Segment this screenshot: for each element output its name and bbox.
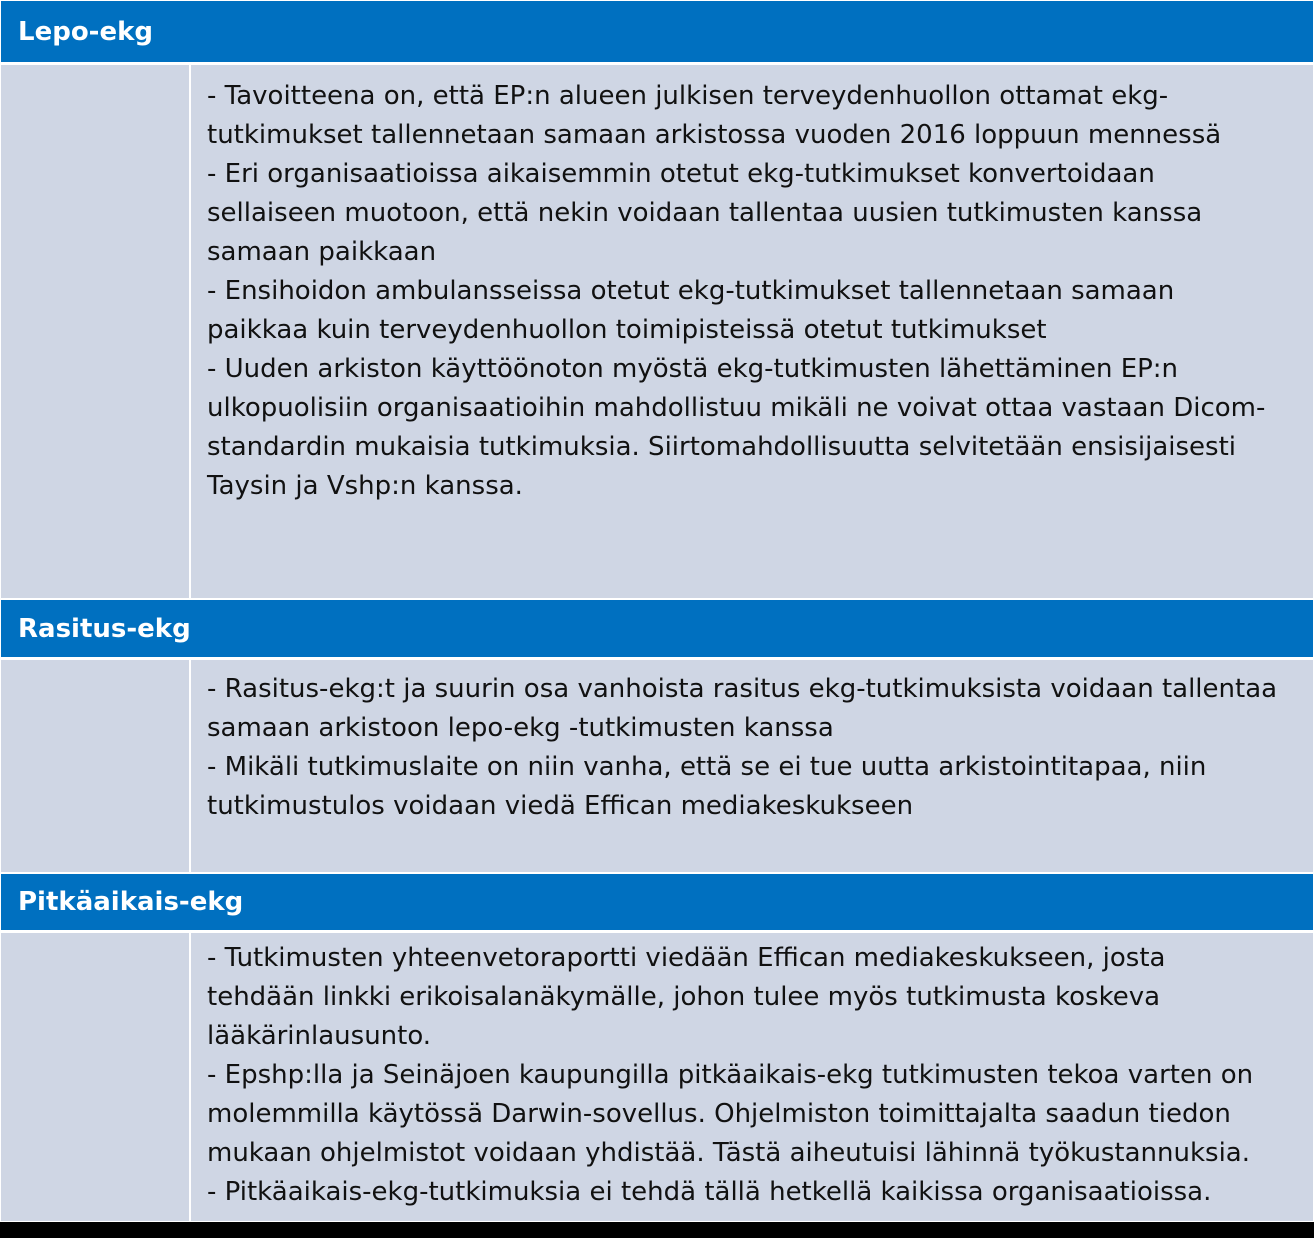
section-title: Rasitus-ekg xyxy=(18,613,191,644)
text-line: - Rasitus-ekg:t ja suurin osa vanhoista rasitus ekg-tutkimuksista voidaan tallentaa xyxy=(207,674,1278,704)
text-line: mukaan ohjelmistot voidaan yhdistää. Tästä aiheutuisi lähinnä työkustannuksia. xyxy=(207,1138,1250,1168)
text-line: standardin mukaisia tutkimuksia. Siirtomahdollisuutta selvitetään ensisijaisesti xyxy=(207,432,1236,462)
text-line: tutkimukset tallennetaan samaan arkistossa vuoden 2016 loppuun mennessä xyxy=(207,120,1222,150)
text-line: - Uuden arkiston käyttöönoton myöstä ekg-tutkimusten lähettäminen EP:n xyxy=(207,354,1179,384)
text-line: paikkaa kuin terveydenhuollon toimipisteissä otetut tutkimukset xyxy=(207,315,1047,345)
section-label-cell xyxy=(1,660,189,872)
section-label-cell xyxy=(1,933,189,1221)
section-header-lepo-ekg xyxy=(1,1,1313,62)
text-line: tutkimustulos voidaan viedä Effican mediakeskukseen xyxy=(207,791,914,821)
text-line: - Pitkäaikais-ekg-tutkimuksia ei tehdä tällä hetkellä kaikissa organisaatioissa. xyxy=(207,1177,1212,1207)
text-line: samaan paikkaan xyxy=(207,237,437,267)
section-content-pitkaaikais-ekg xyxy=(191,933,1313,1221)
section-title: Pitkäaikais-ekg xyxy=(18,887,244,917)
text-line: lääkärinlausunto. xyxy=(207,1021,432,1051)
text-line: sellaiseen muotoon, että nekin voidaan tallentaa uusien tutkimusten kanssa xyxy=(207,198,1203,228)
section-title: Lepo-ekg xyxy=(18,16,154,47)
text-line: molemmilla käytössä Darwin-sovellus. Ohjelmiston toimittajalta saadun tiedon xyxy=(207,1099,1231,1129)
section-header-rasitus-ekg xyxy=(1,600,1313,657)
text-line: - Ensihoidon ambulansseissa otetut ekg-tutkimukset tallennetaan samaan xyxy=(207,276,1175,306)
bottom-border xyxy=(0,1222,1314,1238)
section-label-cell xyxy=(1,65,189,598)
section-content-lepo-ekg xyxy=(191,65,1313,598)
text-line: - Eri organisaatioissa aikaisemmin otetut ekg-tutkimukset konvertoidaan xyxy=(207,159,1155,189)
text-line: tehdään linkki erikoisalanäkymälle, johon tulee myös tutkimusta koskeva xyxy=(207,982,1161,1012)
text-line: - Epshp:lla ja Seinäjoen kaupungilla pitkäaikais-ekg tutkimusten tekoa varten on xyxy=(207,1060,1254,1090)
text-line: - Tavoitteena on, että EP:n alueen julkisen terveydenhuollon ottamat ekg- xyxy=(207,81,1169,111)
section-header-pitkaaikais-ekg xyxy=(1,874,1313,930)
text-line: - Mikäli tutkimuslaite on niin vanha, että se ei tue uutta arkistointitapaa, niin xyxy=(207,752,1207,782)
text-line: Taysin ja Vshp:n kanssa. xyxy=(207,471,523,501)
section-content-rasitus-ekg xyxy=(191,660,1313,872)
text-line: samaan arkistoon lepo-ekg -tutkimusten kanssa xyxy=(207,713,834,743)
text-line: ulkopuolisiin organisaatioihin mahdollistuu mikäli ne voivat ottaa vastaan Dicom- xyxy=(207,393,1266,423)
text-line: - Tutkimusten yhteenvetoraportti viedään Effican mediakeskukseen, josta xyxy=(207,943,1166,973)
